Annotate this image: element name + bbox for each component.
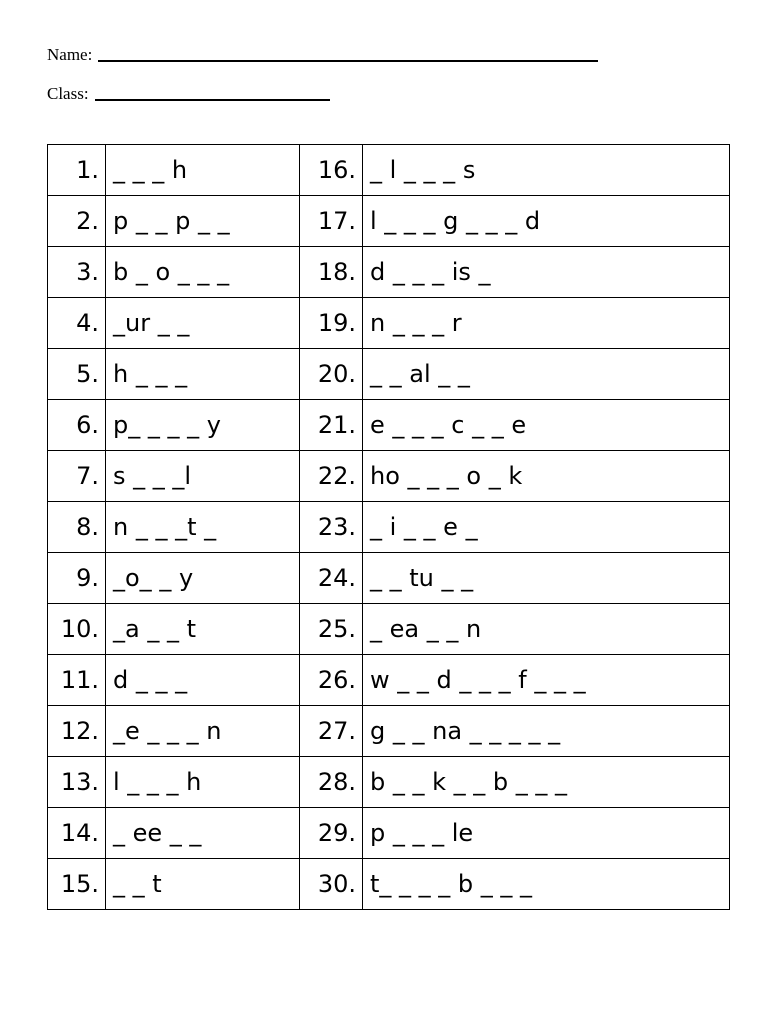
- item-number: 29.: [300, 808, 363, 859]
- item-word: t_ _ _ _ b _ _ _: [363, 859, 730, 910]
- item-word: h _ _ _: [106, 349, 300, 400]
- item-number: 20.: [300, 349, 363, 400]
- item-word: _a _ _ t: [106, 604, 300, 655]
- item-number: 12.: [48, 706, 106, 757]
- table-row: [48, 808, 730, 859]
- item-word: _e _ _ _ n: [106, 706, 300, 757]
- item-number: 19.: [300, 298, 363, 349]
- item-number: 30.: [300, 859, 363, 910]
- item-number: 23.: [300, 502, 363, 553]
- item-number: 3.: [48, 247, 106, 298]
- item-number: 28.: [300, 757, 363, 808]
- class-field[interactable]: [47, 84, 330, 104]
- item-number: 6.: [48, 400, 106, 451]
- table-row: [48, 757, 730, 808]
- item-number: 11.: [48, 655, 106, 706]
- item-number: 15.: [48, 859, 106, 910]
- table-row: [48, 655, 730, 706]
- item-number: 17.: [300, 196, 363, 247]
- item-number: 5.: [48, 349, 106, 400]
- table-row: [48, 706, 730, 757]
- table-row: [48, 247, 730, 298]
- item-word: _ i _ _ e _: [363, 502, 730, 553]
- item-number: 24.: [300, 553, 363, 604]
- item-word: g _ _ na _ _ _ _ _: [363, 706, 730, 757]
- item-number: 2.: [48, 196, 106, 247]
- item-word: d _ _ _ is _: [363, 247, 730, 298]
- item-word: _ur _ _: [106, 298, 300, 349]
- item-word: _ l _ _ _ s: [363, 145, 730, 196]
- item-word: ho _ _ _ o _ k: [363, 451, 730, 502]
- item-word: d _ _ _: [106, 655, 300, 706]
- table-row: [48, 451, 730, 502]
- item-word: _ _ al _ _: [363, 349, 730, 400]
- item-word: p _ _ _ le: [363, 808, 730, 859]
- worksheet-table: [47, 144, 730, 910]
- item-word: e _ _ _ c _ _ e: [363, 400, 730, 451]
- item-number: 14.: [48, 808, 106, 859]
- name-line[interactable]: [98, 60, 598, 62]
- item-number: 1.: [48, 145, 106, 196]
- item-number: 9.: [48, 553, 106, 604]
- table-row: [48, 349, 730, 400]
- item-word: _ _ _ h: [106, 145, 300, 196]
- item-number: 25.: [300, 604, 363, 655]
- item-word: _ _ t: [106, 859, 300, 910]
- item-word: _o_ _ y: [106, 553, 300, 604]
- name-label: Name:: [47, 45, 93, 64]
- table-row: [48, 400, 730, 451]
- item-number: 18.: [300, 247, 363, 298]
- item-word: _ _ tu _ _: [363, 553, 730, 604]
- item-word: _ ee _ _: [106, 808, 300, 859]
- item-word: _ ea _ _ n: [363, 604, 730, 655]
- item-word: b _ o _ _ _: [106, 247, 300, 298]
- item-number: 8.: [48, 502, 106, 553]
- item-word: l _ _ _ g _ _ _ d: [363, 196, 730, 247]
- item-word: p_ _ _ _ y: [106, 400, 300, 451]
- item-word: s _ _ _l: [106, 451, 300, 502]
- item-number: 21.: [300, 400, 363, 451]
- item-word: b _ _ k _ _ b _ _ _: [363, 757, 730, 808]
- table-row: [48, 145, 730, 196]
- item-number: 27.: [300, 706, 363, 757]
- table-row: [48, 196, 730, 247]
- item-number: 16.: [300, 145, 363, 196]
- table-row: [48, 859, 730, 910]
- name-field[interactable]: [47, 45, 598, 65]
- item-number: 13.: [48, 757, 106, 808]
- item-word: n _ _ _t _: [106, 502, 300, 553]
- item-number: 10.: [48, 604, 106, 655]
- item-word: w _ _ d _ _ _ f _ _ _: [363, 655, 730, 706]
- table-row: [48, 502, 730, 553]
- table-row: [48, 553, 730, 604]
- table-row: [48, 298, 730, 349]
- class-line[interactable]: [95, 99, 330, 101]
- item-word: n _ _ _ r: [363, 298, 730, 349]
- table-row: [48, 604, 730, 655]
- item-number: 26.: [300, 655, 363, 706]
- class-label: Class:: [47, 84, 89, 103]
- item-word: p _ _ p _ _: [106, 196, 300, 247]
- item-number: 4.: [48, 298, 106, 349]
- item-word: l _ _ _ h: [106, 757, 300, 808]
- item-number: 22.: [300, 451, 363, 502]
- item-number: 7.: [48, 451, 106, 502]
